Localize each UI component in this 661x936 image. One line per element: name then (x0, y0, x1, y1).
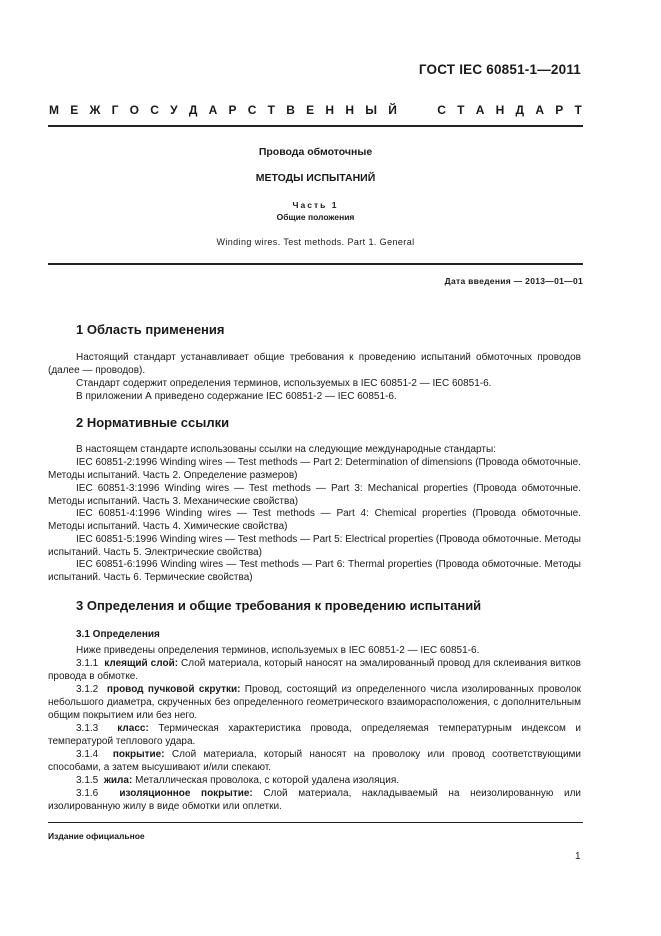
definition-text: Провод, состоящий из определенного числа изолированных проволок небольшого диаметра, скрученных без определенного геометрического взаиморасположения, с дополнительным общим покрытием или без него. (48, 684, 582, 721)
banner-letter: А (535, 103, 544, 117)
section-2-heading: 2 Нормативные ссылки (76, 415, 230, 430)
banner-letter: Т (574, 103, 582, 117)
banner-letter: Ы (365, 103, 377, 117)
definition-number: 3.1.3 (76, 723, 99, 734)
banner-letter: М (49, 103, 59, 117)
definition-number: 3.1.2 (76, 684, 99, 695)
banner-letter: Ж (89, 103, 101, 117)
normative-reference (48, 456, 581, 482)
banner-letter: Р (228, 103, 237, 117)
reference-text: IEC 60851-6:1996 Winding wires — Test methods — Part 6: Thermal properties (Провода обмоточные. Методы испытаний. Часть 6. Термические свойства) (48, 559, 581, 583)
banner-letter: В (286, 103, 295, 117)
banner-letter: С (247, 103, 257, 117)
definition-term: провод пучковой скрутки: (106, 684, 241, 695)
definition-number: 3.1.1 (76, 658, 99, 669)
document-title: Провода обмоточные (258, 146, 373, 158)
paragraph-text: Стандарт содержит определения терминов, используемых в IEC 60851-2 — IEC 60851-6. (76, 378, 492, 389)
paragraph-text: Настоящий стандарт устанавливает общие требования к проведению испытаний обмоточных проводов (далее — проводов). (48, 352, 581, 376)
definition-text: Слой материала, накладываемый на неизолированную или изолированную жилу в виде обмотки или оплетки. (48, 788, 581, 812)
definition-term: покрытие: (112, 749, 165, 760)
reference-text: IEC 60851-2:1996 Winding wires — Test methods — Part 2: Determination of dimensions (Провода обмоточные. Методы испытаний. Часть 2. Определение размеров) (48, 457, 581, 481)
part-number: Часть 1 (292, 200, 339, 210)
definition-item (48, 683, 581, 722)
definition-item (48, 722, 581, 748)
reference-text: IEC 60851-3:1996 Winding wires — Test methods — Part 3: Mechanical properties (Провода обмоточные. Методы испытаний. Часть 3. Механические свойства) (48, 483, 581, 507)
section-1-paragraph (48, 390, 581, 403)
banner-gap (423, 103, 426, 117)
section-1-paragraph (48, 351, 581, 377)
definition-item (48, 774, 581, 787)
banner-letter: Й (388, 103, 397, 117)
banner-letter: Д (515, 103, 525, 117)
document-subtitle: МЕТОДЫ ИСПЫТАНИЙ (255, 172, 376, 184)
definition-term: клеящий слой: (104, 658, 179, 669)
banner-letter: Е (306, 103, 315, 117)
section-1-paragraph (48, 377, 581, 390)
interstate-standard-banner (49, 103, 582, 117)
banner-letter: О (129, 103, 139, 117)
introduction-date: Дата введения — 2013—01—01 (444, 276, 583, 286)
definitions-intro (48, 644, 581, 657)
definition-number: 3.1.6 (76, 788, 99, 799)
paragraph-text: В настоящем стандарте использованы ссылки на следующие международные стандарты: (76, 444, 496, 455)
banner-letter: Р (555, 103, 564, 117)
paragraph-text: В приложении А приведено содержание IEC 60851-2 — IEC 60851-6. (76, 391, 397, 402)
page-number: 1 (575, 851, 581, 862)
footer-divider (48, 822, 583, 823)
reference-text: IEC 60851-5:1996 Winding wires — Test methods — Part 5: Electrical properties (Провода обмоточные. Методы испытаний. Часть 5. Электрические свойства) (48, 534, 581, 558)
banner-letter: Т (267, 103, 276, 117)
definition-item (48, 657, 581, 683)
banner-letter: С (150, 103, 159, 117)
reference-text: IEC 60851-4:1996 Winding wires — Test methods — Part 4: Chemical properties (Провода обмоточные. Методы испытаний. Часть 4. Химические свойства) (48, 508, 581, 532)
normative-reference (48, 558, 581, 584)
official-edition-label: Издание официальное (48, 831, 145, 841)
normative-reference (48, 533, 581, 559)
definition-item (48, 787, 581, 813)
definition-text: Слой материала, который наносят на проволоку или провод соответствующими способами, а затем высушивают и/или спекают. (48, 749, 581, 773)
definition-term: класс: (117, 723, 149, 734)
section-3-heading: 3 Определения и общие требования к проведению испытаний (76, 598, 482, 613)
banner-letter: У (170, 103, 178, 117)
definition-item (48, 748, 581, 774)
banner-letter: Е (70, 103, 79, 117)
definition-number: 3.1.5 (76, 775, 99, 786)
english-title: Winding wires. Test methods. Part 1. General (216, 237, 415, 247)
normative-reference (48, 507, 581, 533)
top-divider (48, 125, 583, 127)
section-1-heading: 1 Область применения (76, 322, 225, 337)
paragraph-text: Ниже приведены определения терминов, используемых в IEC 60851-2 — IEC 60851-6. (76, 645, 480, 656)
banner-letter: Н (495, 103, 505, 117)
banner-letter: Т (457, 103, 465, 117)
definition-text: Термическая характеристика провода, определяемая температурным индексом и температурой теплового удара. (48, 723, 581, 747)
banner-letter: С (437, 103, 446, 117)
banner-letter: Н (325, 103, 335, 117)
subsection-3-1-heading: 3.1 Определения (76, 629, 160, 640)
definition-number: 3.1.4 (76, 749, 99, 760)
part-title: Общие положения (276, 212, 355, 222)
normative-reference (48, 482, 581, 508)
definition-term: жила: (103, 775, 133, 786)
banner-letter: Н (345, 103, 354, 117)
definition-text: Слой материала, который наносят на эмалированный провод для склеивания витков провода в обмотке. (48, 658, 581, 682)
banner-letter: Г (111, 103, 119, 117)
section-2-intro (48, 443, 581, 456)
title-divider (48, 263, 583, 265)
banner-letter: А (208, 103, 218, 117)
banner-gap (408, 103, 411, 117)
document-number: ГОСТ IEC 60851-1—2011 (418, 62, 581, 77)
banner-letter: Д (188, 103, 198, 117)
definition-term: изоляционное покрытие: (119, 788, 253, 799)
banner-letter: А (475, 103, 485, 117)
definition-text: Металлическая проволока, с которой удалена изоляция. (132, 775, 400, 786)
